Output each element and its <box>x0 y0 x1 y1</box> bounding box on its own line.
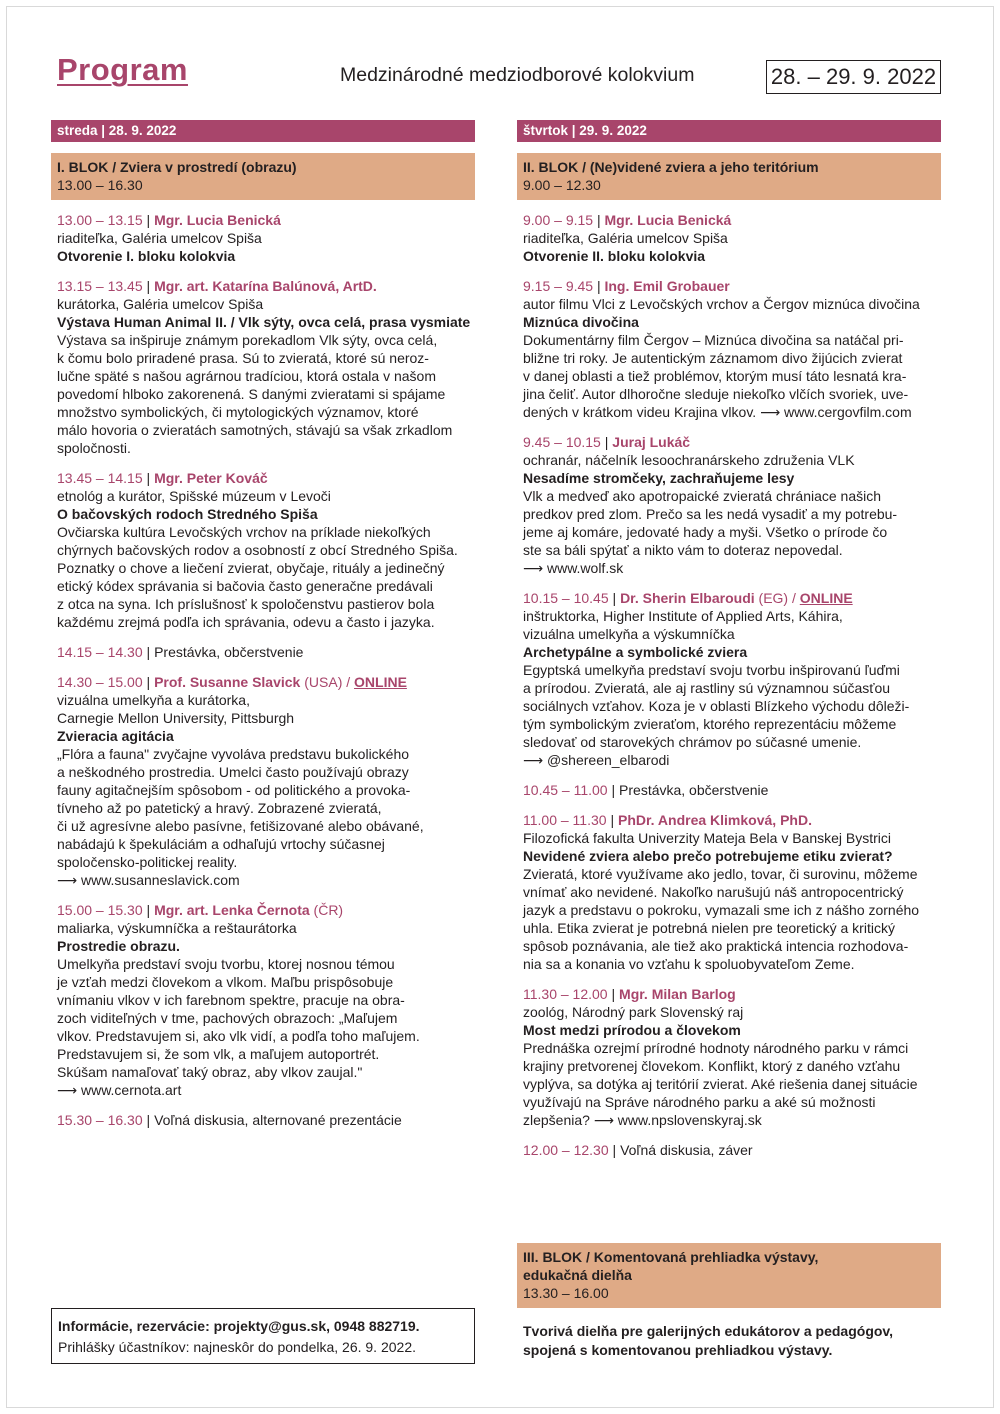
link-line <box>523 751 941 769</box>
talk-description-line: ste sa báli spýtať a nikto vám to doteraz nepovedal. <box>523 542 843 558</box>
arrow-icon: ⟶ <box>57 872 78 888</box>
speaker-name: Mgr. Peter Kováč <box>154 470 268 486</box>
entry-time: 14.30 – 15.00 <box>57 674 143 690</box>
schedule-entry <box>523 781 941 799</box>
talk-description-line: predkov pred zlom. Prečo sa les nedá vysadiť a my potrebu- <box>523 506 898 522</box>
speaker-affiliation: etnológ a kurátor, Spišské múzeum v Levoči <box>57 488 331 504</box>
entry-heading <box>523 1141 941 1159</box>
speaker-affiliation: ochranár, náčelník lesoochranárskeho združenia VLK <box>523 452 855 468</box>
schedule-entry <box>57 277 475 457</box>
separator: | <box>606 812 618 828</box>
schedule-entry <box>523 985 941 1129</box>
talk-description-line: „Flóra a fauna" zvyčajne vyvoláva predstavu bukolického <box>57 746 410 762</box>
arrow-icon: ⟶ <box>523 560 544 576</box>
info-box <box>51 1308 475 1364</box>
block-three-time: 13.30 – 16.00 <box>523 1285 609 1301</box>
block-time: 9.00 – 12.30 <box>523 177 601 193</box>
talk-description-line: etický kódex správania si bačovia často generačne predávali <box>57 578 433 594</box>
block-three-name-1: III. BLOK / Komentovaná prehliadka výstavy, <box>523 1249 819 1265</box>
arrow-icon: ⟶ <box>593 1112 614 1128</box>
talk-title: Výstava Human Animal II. / Vlk sýty, ovca celá, prasa vysmiate <box>57 314 471 330</box>
entry-time: 15.00 – 15.30 <box>57 902 143 918</box>
entry-label: Voľná diskusia, alternované prezentácie <box>154 1112 402 1128</box>
talk-title: Miznúca divočina <box>523 314 639 330</box>
talk-description-line: Výstava sa inšpiruje známym porekadlom Vlk sýty, ovca celá, <box>57 332 438 348</box>
entry-list <box>51 211 475 1129</box>
block-name: I. BLOK / Zviera v prostredí (obrazu) <box>57 159 297 175</box>
speaker-affiliation: inštruktorka, Higher Institute of Applied Arts, Káhira, <box>523 608 843 624</box>
entry-heading <box>523 589 941 607</box>
separator: | <box>607 782 620 798</box>
speaker-name: Mgr. Lucia Benická <box>154 212 281 228</box>
speaker-affiliation: riaditeľka, Galéria umelcov Spiša <box>57 230 262 246</box>
schedule-entry <box>523 589 941 769</box>
talk-description-line: tým symbolickým zvieraťom, ktorého reprezentáciu môžeme <box>523 716 897 732</box>
speaker-affiliation: kurátorka, Galéria umelcov Spiša <box>57 296 264 312</box>
web-link[interactable]: @shereen_elbarodi <box>546 752 670 768</box>
schedule-entry <box>523 211 941 265</box>
talk-description-line: vlkov. Predstavujem si, ako vlk vidí, a podľa toho maľujem. <box>57 1028 420 1044</box>
talk-title: Otvorenie I. bloku kolokvia <box>57 248 236 264</box>
entry-heading <box>57 643 475 661</box>
talk-description-line: spoločnosti. <box>57 440 131 456</box>
description-text: zlepšenia? <box>523 1112 590 1128</box>
talk-description-line: chýrnych bačovských rodov a osobností z obcí Stredného Spiša. <box>57 542 458 558</box>
entry-label: Prestávka, občerstvenie <box>154 644 304 660</box>
talk-description-line: Prednáška ozrejmí prírodné hodnoty národného parku v rámci <box>523 1040 909 1056</box>
date-box: 28. – 29. 9. 2022 <box>766 60 941 94</box>
separator: | <box>608 590 621 606</box>
entry-time: 9.45 – 10.15 <box>523 434 601 450</box>
speaker-name: Mgr. Milan Barlog <box>619 986 736 1002</box>
talk-description-line: je vzťah medzi človekom a vlkom. Maľbu prispôsobuje <box>57 974 394 990</box>
speaker-country: (EG) / <box>754 590 800 606</box>
speaker-name: Mgr. Lucia Benická <box>604 212 732 228</box>
talk-description-line: bližne tri roky. Je autentickým záznamom divo žijúcich zvierat <box>523 350 903 366</box>
talk-description-line: nia sa a konania vo vzťahu k spoluobyvateľom Zeme. <box>523 956 855 972</box>
block-three-name-2: edukačná dielňa <box>523 1267 632 1283</box>
speaker-name: Ing. Emil Grobauer <box>604 278 730 294</box>
separator: | <box>607 986 620 1002</box>
speaker-affiliation: Filozofická fakulta Univerzity Mateja Bela v Banskej Bystrici <box>523 830 892 846</box>
closing-line: spojená s komentovanou prehliadkou výstavy. <box>523 1342 833 1358</box>
separator: | <box>608 1142 621 1158</box>
entry-time: 10.45 – 11.00 <box>523 782 608 798</box>
talk-description-line: fauny agitačnejším spôsobom - od politického a provoka- <box>57 782 411 798</box>
schedule-entry <box>57 901 475 1099</box>
entry-heading <box>523 781 941 799</box>
entry-heading <box>523 985 941 1003</box>
entry-time: 11.30 – 12.00 <box>523 986 608 1002</box>
schedule-entry <box>57 1111 475 1129</box>
talk-description-line: a prírodou. Zvieratá, ale aj rastliny sú významnou súčasťou <box>523 680 891 696</box>
talk-title: O bačovských rodoch Stredného Spiša <box>57 506 318 522</box>
schedule-entry <box>57 673 475 889</box>
entry-time: 13.00 – 13.15 <box>57 212 143 228</box>
talk-description-line: jazyk a predstavu o pokroku, vymazali sme ich z nášho zorného <box>523 902 920 918</box>
link-line <box>57 1081 475 1099</box>
speaker-affiliation: zoológ, Národný park Slovenský raj <box>523 1004 744 1020</box>
separator: | <box>593 278 605 294</box>
entry-heading <box>57 1111 475 1129</box>
entry-time: 13.15 – 13.45 <box>57 278 143 294</box>
separator: | <box>142 212 155 228</box>
separator: | <box>142 902 155 918</box>
entry-heading <box>523 811 941 829</box>
speaker-name: Dr. Sherin Elbaroudi <box>620 590 755 606</box>
talk-title: Nesadíme stromčeky, zachraňujeme lesy <box>523 470 795 486</box>
talk-description-line: či už agresívne alebo pasívne, fetišizované alebo obávané, <box>57 818 424 834</box>
block-time: 13.00 – 16.30 <box>57 177 143 193</box>
speaker-name: Prof. Susanne Slavick <box>154 674 301 690</box>
web-link[interactable]: www.susanneslavick.com <box>80 872 240 888</box>
talk-description-line: Predstavujem si, že som vlk, a maľujem autoportrét. <box>57 1046 380 1062</box>
separator: | <box>142 674 155 690</box>
talk-description-line: Skúšam namaľovať taký obraz, aby vlkov zaujal." <box>57 1064 363 1080</box>
talk-title: Zvieracia agitácia <box>57 728 174 744</box>
entry-time: 9.00 – 9.15 <box>523 212 594 228</box>
block-header <box>517 153 941 200</box>
schedule-entry <box>523 277 941 421</box>
entry-heading <box>523 211 941 229</box>
web-link[interactable]: www.wolf.sk <box>546 560 624 576</box>
talk-description-line: jina čeliť. Autor dlhoročne sleduje niekoľko vlčích svoriek, uve- <box>523 386 909 402</box>
talk-title: Prostredie obrazu. <box>57 938 180 954</box>
talk-description-line: a neškodného prostredia. Umelci často používajú obrazy <box>57 764 409 780</box>
talk-description-line: Dokumentárny film Čergov – Miznúca divočina sa natáčal pri- <box>523 332 904 348</box>
speaker-country: (ČR) <box>309 902 344 918</box>
talk-description-line: uhla. Etika zvierat je potrebná nielen pre teoretický a kritický <box>523 920 895 936</box>
talk-description-line: využívajú na Správe národného parku a aké sú možnosti <box>523 1094 876 1110</box>
schedule-entry <box>57 211 475 265</box>
talk-title: Otvorenie II. bloku kolokvia <box>523 248 706 264</box>
separator: | <box>600 434 613 450</box>
arrow-icon: ⟶ <box>760 404 781 420</box>
talk-title: Nevidené zviera alebo prečo potrebujeme etiku zvierat? <box>523 848 893 864</box>
talk-title: Archetypálne a symbolické zviera <box>523 644 748 660</box>
page-subtitle: Medzinárodné medziodborové kolokvium <box>340 64 695 86</box>
talk-description-line: spoločensko-politickej reality. <box>57 854 238 870</box>
entry-heading <box>57 673 475 691</box>
talk-description-line: málo hovoria o zvieratách samotných, stávajú sa však zrkadlom <box>57 422 453 438</box>
talk-description-line: jeme aj komáre, jedovaté hady a myši. Všetko o prírode čo <box>523 524 888 540</box>
entry-time: 15.30 – 16.30 <box>57 1112 143 1128</box>
talk-title: Most medzi prírodou a človekom <box>523 1022 741 1038</box>
speaker-country: (USA) / <box>300 674 355 690</box>
separator: | <box>142 470 155 486</box>
separator: | <box>142 278 155 294</box>
entry-heading <box>57 901 475 919</box>
block-name: II. BLOK / (Ne)videné zviera a jeho teritórium <box>523 159 819 175</box>
talk-description-line: Ovčiarska kultúra Levočských vrchov na príklade niekoľkých <box>57 524 431 540</box>
entry-heading <box>57 277 475 295</box>
entry-heading <box>57 469 475 487</box>
separator: | <box>142 1112 155 1128</box>
talk-description-line: Zvieratá, ktoré využívame ako jedlo, tovar, či surovinu, môžeme <box>523 866 918 882</box>
link-line <box>523 559 941 577</box>
talk-description-line: vnímaniu vlkov v ich farebnom spektre, pracuje na obra- <box>57 992 405 1008</box>
speaker-affiliation: Carnegie Mellon University, Pittsburgh <box>57 710 295 726</box>
talk-description-line: k čomu bolo priradené prasa. Sú to zvieratá, ktoré sú neroz- <box>57 350 429 366</box>
schedule-entry <box>523 1141 941 1159</box>
web-link[interactable]: www.cergovfilm.com <box>784 404 912 420</box>
entry-heading <box>523 433 941 451</box>
speaker-affiliation: autor filmu Vlci z Levočských vrchov a Čergov miznúca divočina <box>523 296 920 312</box>
speaker-affiliation: maliarka, výskumníčka a reštaurátorka <box>57 920 297 936</box>
talk-description-line: sledovať od starovekých chrámov po súčasné umenie. <box>523 734 862 750</box>
entry-time: 12.00 – 12.30 <box>523 1142 609 1158</box>
entry-label: Voľná diskusia, záver <box>620 1142 753 1158</box>
schedule-entry <box>57 469 475 631</box>
talk-description-line: sociálnych vzťahov. Koza je v oblasti Blízkeho východu dôleži- <box>523 698 910 714</box>
separator: | <box>142 644 155 660</box>
talk-description-line: nabádajú k špekuláciám a odhaľujú vrtochy súčasnej <box>57 836 385 852</box>
info-deadline: Prihlášky účastníkov: najneskôr do pondelka, 26. 9. 2022. <box>58 1339 416 1355</box>
speaker-name: Mgr. art. Katarína Balúnová, ArtD. <box>154 278 377 294</box>
talk-description-line: krajiny pretvorenej človekom. Konflikt, ktorý z daného vzťahu <box>523 1058 901 1074</box>
entry-time: 9.15 – 9.45 <box>523 278 594 294</box>
closing-note <box>523 1322 893 1360</box>
entry-heading <box>523 277 941 295</box>
entry-list <box>517 211 941 1159</box>
day-column-wednesday <box>51 120 475 1129</box>
talk-description-line: Vlk a medveď ako apotropaické zvieratá chrániace našich <box>523 488 882 504</box>
online-label[interactable]: ONLINE <box>799 590 853 606</box>
arrow-icon: ⟶ <box>57 1082 78 1098</box>
talk-description-line <box>523 403 941 421</box>
description-text: dených v krátkom videu Krajina vlkov. <box>523 404 757 420</box>
speaker-affiliation: vizuálna umelkyňa a kurátorka, <box>57 692 250 708</box>
speaker-affiliation: riaditeľka, Galéria umelcov Spiša <box>523 230 728 246</box>
day-header: streda | 28. 9. 2022 <box>51 120 475 142</box>
speaker-affiliation: vizuálna umelkyňa a výskumníčka <box>523 626 735 642</box>
arrow-icon: ⟶ <box>523 752 544 768</box>
entry-time: 11.00 – 11.30 <box>523 812 607 828</box>
closing-line: Tvorivá dielňa pre galerijných edukátorov a pedagógov, <box>523 1323 894 1339</box>
talk-description-line: z otca na syna. Ich príslušnosť k spoločenstvu pastierov bola <box>57 596 435 612</box>
web-link[interactable]: www.npslovenskyraj.sk <box>617 1112 762 1128</box>
entry-label: Prestávka, občerstvenie <box>619 782 769 798</box>
info-contact[interactable]: Informácie, rezervácie: projekty@gus.sk, 0948 882719. <box>58 1318 420 1334</box>
talk-description-line: Poznatky o chove a liečení zvierat, obyčaje, rituály a jedinečný <box>57 560 445 576</box>
day-column-thursday <box>517 120 941 1159</box>
talk-description-line: povedomí hlboko zakorenená. S danými zvieratami si spájame <box>57 386 446 402</box>
talk-description-line: vnímať ako nevidené. Nakoľko narušujú náš antropocentrický <box>523 884 904 900</box>
talk-description-line: spôsob poznávania, ale tiež ako praktická intencia rozhodova- <box>523 938 909 954</box>
page-title: Program <box>57 52 188 87</box>
talk-description-line <box>523 1111 941 1129</box>
speaker-name: PhDr. Andrea Klimková, PhD. <box>617 812 812 828</box>
talk-description-line: Egyptská umelkyňa predstaví svoju tvorbu inšpirovanú ľuďmi <box>523 662 900 678</box>
entry-time: 14.15 – 14.30 <box>57 644 143 660</box>
block-three <box>517 1243 941 1308</box>
speaker-name: Mgr. art. Lenka Černota <box>154 902 310 918</box>
schedule-entry <box>57 643 475 661</box>
talk-description-line: množstvo symbolických, či mytologických významov, ktoré <box>57 404 419 420</box>
web-link[interactable]: www.cernota.art <box>80 1082 182 1098</box>
day-header: štvrtok | 29. 9. 2022 <box>517 120 941 142</box>
online-label[interactable]: ONLINE <box>354 674 407 690</box>
entry-heading <box>57 211 475 229</box>
talk-description-line: vyplýva, sa dotýka aj teritórií zvierat. Aké riešenia danej situácie <box>523 1076 918 1092</box>
schedule-entry <box>523 811 941 973</box>
talk-description-line: zoch viditeľných v tme, pachových obrazoch: „Maľujem <box>57 1010 398 1026</box>
talk-description-line: lučne späté s našou agrárnou tradíciou, ktorá ostala v našom <box>57 368 436 384</box>
separator: | <box>593 212 605 228</box>
schedule-entry <box>523 433 941 577</box>
entry-time: 10.15 – 10.45 <box>523 590 609 606</box>
block-header <box>51 153 475 200</box>
entry-time: 13.45 – 14.15 <box>57 470 143 486</box>
talk-description-line: Umelkyňa predstaví svoju tvorbu, ktorej nosnou témou <box>57 956 395 972</box>
speaker-name: Juraj Lukáč <box>612 434 691 450</box>
talk-description-line: v danej oblasti a tiež problémov, ktorým musí táto lesnatá kra- <box>523 368 907 384</box>
talk-description-line: každému zrejmá podľa ich správania, odevu a často i jazyka. <box>57 614 435 630</box>
talk-description-line: tívneho až po patetický a hravý. Zobrazené zvieratá, <box>57 800 382 816</box>
link-line <box>57 871 475 889</box>
